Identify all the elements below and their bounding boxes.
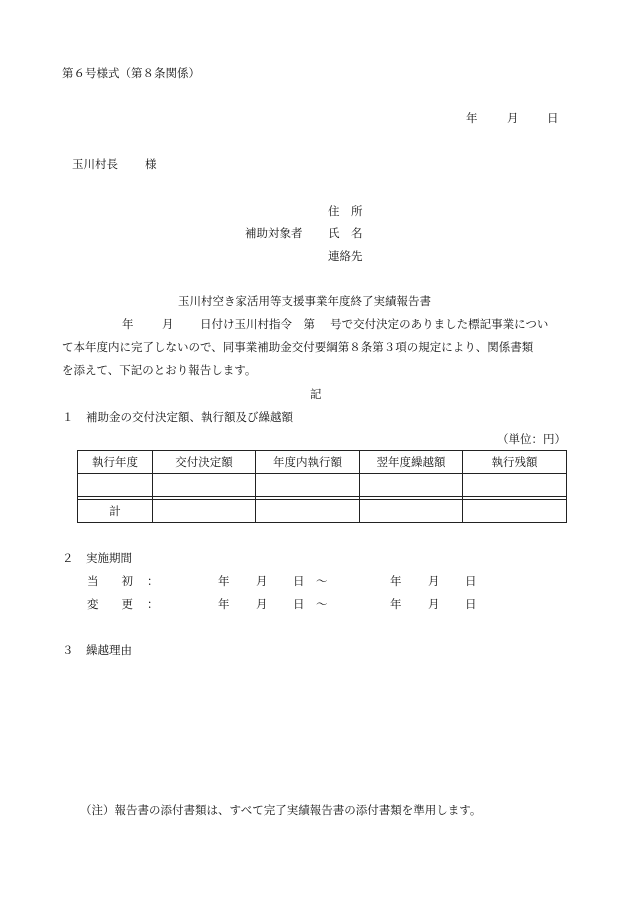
total-label: 計 <box>78 500 153 523</box>
ki-mark: 記 <box>310 387 322 401</box>
period-initial-tilde: ～ <box>316 574 328 588</box>
section2-number: ２ <box>62 551 74 565</box>
header-executed: 年度内執行額 <box>256 451 360 474</box>
table-cell[interactable] <box>463 500 567 523</box>
period-initial-y1: 年 <box>218 574 230 588</box>
period-changed-d2: 日 <box>465 597 477 611</box>
footnote: （注）報告書の添付書類は、すべて完了実績報告書の添付書類を準用します。 <box>80 803 482 817</box>
period-initial-m1: 月 <box>256 574 268 588</box>
period-changed-colon: ： <box>147 597 159 611</box>
period-initial-label: 当 初 <box>87 574 133 588</box>
date-day: 日 <box>547 111 559 125</box>
addressee-honorific: 様 <box>145 157 157 171</box>
table-row <box>78 474 567 497</box>
header-grant-decision: 交付決定額 <box>153 451 256 474</box>
applicant-address-label: 住 所 <box>328 204 363 218</box>
form-number: 第６号様式（第８条関係） <box>62 66 200 80</box>
period-changed-tilde: ～ <box>316 597 328 611</box>
section2-title: 実施期間 <box>86 551 132 565</box>
table-cell[interactable] <box>360 474 463 497</box>
period-initial-d2: 日 <box>465 574 477 588</box>
applicant-contact-label: 連絡先 <box>328 249 363 263</box>
period-initial-d1: 日 <box>293 574 305 588</box>
table-cell[interactable] <box>153 474 256 497</box>
report-title: 玉川村空き家活用等支援事業年度終了実績報告書 <box>178 294 431 308</box>
period-changed-m1: 月 <box>256 597 268 611</box>
period-changed-y2: 年 <box>390 597 402 611</box>
period-initial-y2: 年 <box>390 574 402 588</box>
table-total-row <box>78 500 567 523</box>
applicant-name-label: 氏 名 <box>328 226 363 240</box>
header-fiscal-year: 執行年度 <box>78 451 153 474</box>
period-changed-d1: 日 <box>293 597 305 611</box>
date-year: 年 <box>466 111 478 125</box>
table-cell[interactable] <box>78 474 153 497</box>
body-line3: を添えて、下記のとおり報告します。 <box>62 363 257 377</box>
unit-label: （単位：円） <box>497 432 566 446</box>
addressee-name: 玉川村長 <box>72 157 118 171</box>
body-line1-year: 年 <box>122 317 134 331</box>
table-cell[interactable] <box>256 500 360 523</box>
period-changed-m2: 月 <box>428 597 440 611</box>
table-cell[interactable] <box>360 500 463 523</box>
section1-title: 補助金の交付決定額、執行額及び繰越額 <box>86 410 293 424</box>
section1-number: １ <box>62 410 74 424</box>
body-line1-month: 月 <box>162 317 174 331</box>
applicant-label: 補助対象者 <box>245 226 303 240</box>
table-cell[interactable] <box>256 474 360 497</box>
body-line2: て本年度内に完了しないので、同事業補助金交付要綱第８条第３項の規定により、関係書類 <box>62 340 534 354</box>
table-cell[interactable] <box>463 474 567 497</box>
header-carryover: 翌年度繰越額 <box>360 451 463 474</box>
section3-number: ３ <box>62 643 74 657</box>
header-remaining: 執行残額 <box>463 451 567 474</box>
amount-table <box>77 450 567 523</box>
date-month: 月 <box>507 111 519 125</box>
table-header-row <box>78 451 567 474</box>
table-cell[interactable] <box>153 500 256 523</box>
period-initial-colon: ： <box>147 574 159 588</box>
section3-title: 繰越理由 <box>86 643 132 657</box>
body-line1-rest: 日付け玉川村指令 第 号で交付決定のありました標記事業につい <box>200 317 549 331</box>
period-changed-label: 変 更 <box>87 597 133 611</box>
period-initial-m2: 月 <box>428 574 440 588</box>
period-changed-y1: 年 <box>218 597 230 611</box>
